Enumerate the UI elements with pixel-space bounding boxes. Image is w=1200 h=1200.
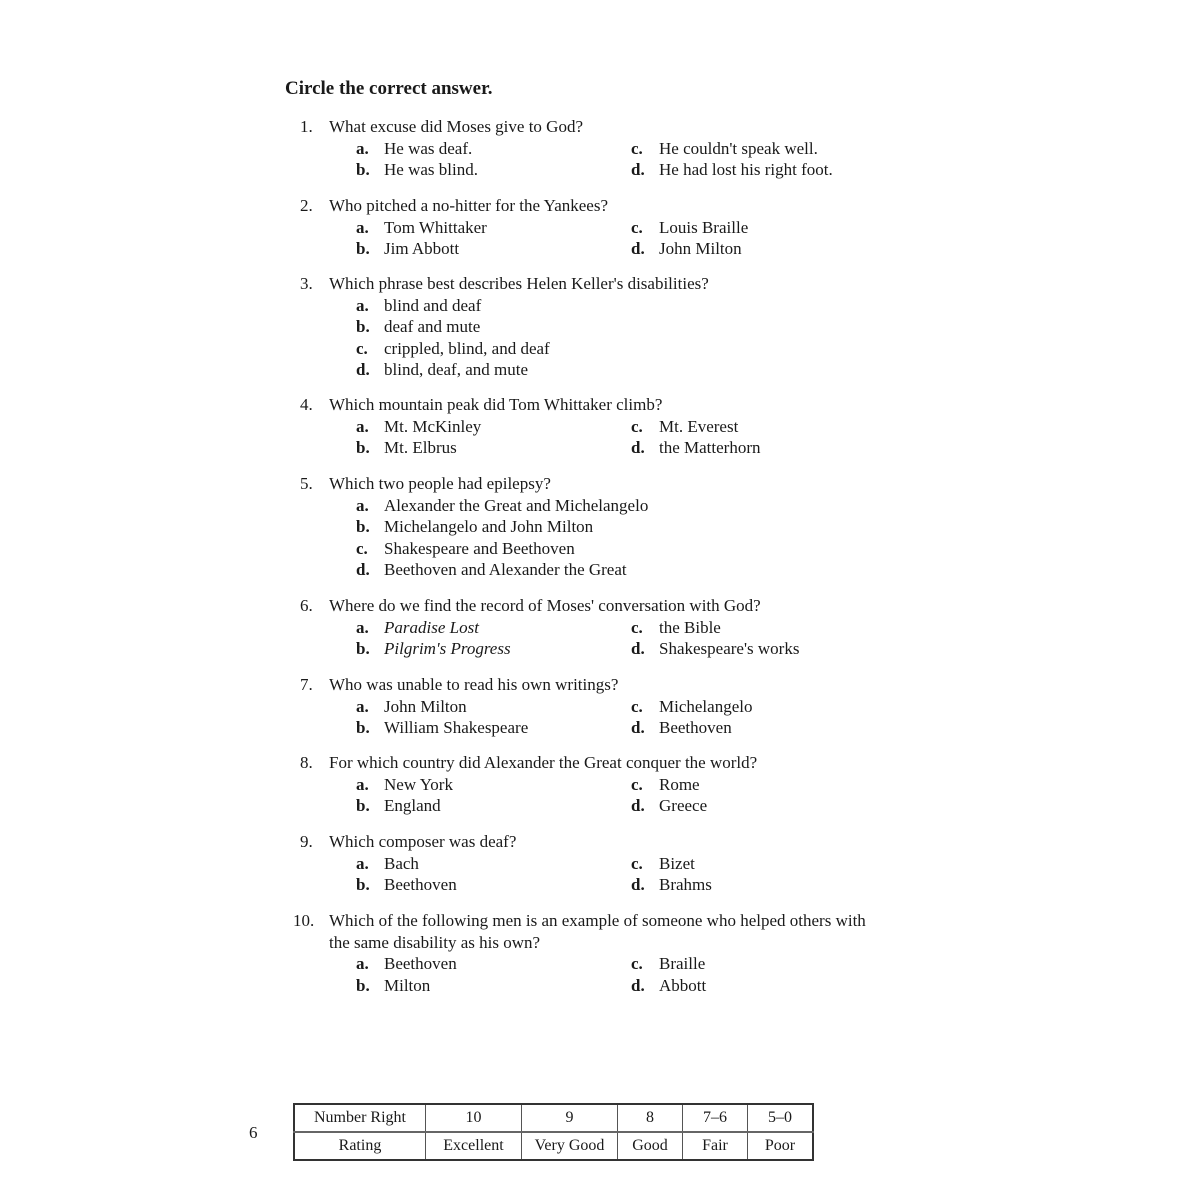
choice-letter: c. <box>631 853 643 873</box>
choice-text: He was blind. <box>384 160 478 179</box>
choice-text: Greece <box>659 796 708 815</box>
choice-b[interactable] <box>356 159 631 181</box>
choice-text: Beethoven <box>384 954 457 973</box>
question-text: Which phrase best describes Helen Keller's disabilities? <box>329 274 709 293</box>
question-1 <box>300 116 900 181</box>
table-cell: Fair <box>683 1132 748 1160</box>
choice-b[interactable] <box>356 437 631 459</box>
choice-text: He had lost his right foot. <box>659 160 833 179</box>
choice-text: Shakespeare and Beethoven <box>384 538 575 558</box>
table-cell: Poor <box>748 1132 814 1160</box>
choice-letter: a. <box>356 853 369 873</box>
choice-b[interactable] <box>356 638 631 660</box>
question-number: 7. <box>300 675 313 694</box>
choice-a[interactable] <box>356 617 631 639</box>
choice-letter: c. <box>631 774 643 794</box>
choice-text: Tom Whittaker <box>384 217 487 237</box>
choice-a[interactable] <box>356 853 631 875</box>
question-5 <box>300 473 900 581</box>
choice-letter: c. <box>631 138 643 158</box>
question-text: Which mountain peak did Tom Whittaker climb? <box>329 395 663 414</box>
choice-letter: a. <box>356 295 369 315</box>
choice-letter: a. <box>356 495 369 515</box>
question-3 <box>300 273 900 381</box>
question-9 <box>300 831 900 896</box>
question-number: 10. <box>293 911 315 930</box>
choice-text: deaf and mute <box>384 317 481 336</box>
choice-text: Jim Abbott <box>384 239 460 258</box>
table-cell: Excellent <box>426 1132 522 1160</box>
choice-letter: d. <box>631 639 645 658</box>
choice-letter: a. <box>356 217 369 237</box>
choice-text: Shakespeare's works <box>659 639 800 658</box>
choice-text: Beethoven and Alexander the Great <box>384 560 627 579</box>
choice-d[interactable] <box>631 437 931 459</box>
instruction-heading: Circle the correct answer. <box>285 78 493 99</box>
choice-letter: a. <box>356 138 369 158</box>
choice-text: Mt. McKinley <box>384 416 482 436</box>
choice-c[interactable] <box>631 416 931 438</box>
question-8 <box>300 752 900 817</box>
choice-text: Mt. Everest <box>659 416 739 436</box>
choice-c[interactable] <box>631 774 931 796</box>
choice-letter: c. <box>356 538 368 558</box>
choice-letter: c. <box>631 617 643 637</box>
choice-text: He couldn't speak well. <box>659 138 818 158</box>
choice-c[interactable] <box>356 538 900 560</box>
choice-a[interactable] <box>356 953 631 975</box>
choice-letter: c. <box>631 217 643 237</box>
table-cell: Good <box>618 1132 683 1160</box>
choice-letter: b. <box>356 160 370 179</box>
choice-b[interactable] <box>356 975 631 997</box>
question-text: What excuse did Moses give to God? <box>329 117 583 136</box>
choice-letter: a. <box>356 954 369 973</box>
choice-letter: a. <box>356 774 369 794</box>
choice-letter: d. <box>631 239 645 258</box>
choice-letter: a. <box>356 617 369 637</box>
table-cell: Very Good <box>522 1132 618 1160</box>
choice-text: Brahms <box>659 875 712 894</box>
choice-text: Paradise Lost <box>384 617 479 637</box>
choice-text: Milton <box>384 975 431 995</box>
question-number: 3. <box>300 274 313 293</box>
table-cell: 7–6 <box>683 1104 748 1132</box>
choice-b[interactable] <box>356 717 631 739</box>
choice-a[interactable] <box>356 295 900 317</box>
choice-d[interactable] <box>631 874 931 896</box>
question-number: 9. <box>300 832 313 851</box>
choice-letter: d. <box>631 438 645 457</box>
choice-b[interactable] <box>356 874 631 896</box>
choice-c[interactable] <box>356 338 900 360</box>
question-text: For which country did Alexander the Great conquer the world? <box>329 753 758 772</box>
choice-b[interactable] <box>356 516 900 538</box>
choice-text: Braille <box>659 954 706 973</box>
choice-d[interactable] <box>631 795 931 817</box>
choice-letter: c. <box>631 416 643 436</box>
page-number: 6 <box>249 1123 258 1142</box>
choice-a[interactable] <box>356 774 631 796</box>
choice-letter: a. <box>356 416 369 436</box>
choice-text: the Matterhorn <box>659 438 761 457</box>
choice-text: Pilgrim's Progress <box>384 639 511 658</box>
question-number: 5. <box>300 474 313 493</box>
choice-text: blind, deaf, and mute <box>384 360 528 379</box>
choice-letter: b. <box>356 517 370 536</box>
choice-letter: b. <box>356 317 370 336</box>
choice-text: Louis Braille <box>659 217 749 237</box>
choice-d[interactable] <box>631 638 931 660</box>
choice-text: crippled, blind, and deaf <box>384 338 550 358</box>
choice-c[interactable] <box>631 217 931 239</box>
table-row <box>294 1104 813 1132</box>
question-text: Who pitched a no-hitter for the Yankees? <box>329 196 608 215</box>
choice-text: England <box>384 796 441 815</box>
question-number: 2. <box>300 196 313 215</box>
choice-b[interactable] <box>356 795 631 817</box>
choice-text: Bach <box>384 853 419 873</box>
choice-letter: b. <box>356 639 370 658</box>
choice-letter: b. <box>356 239 370 258</box>
choice-text: Rome <box>659 774 700 794</box>
choice-a[interactable] <box>356 416 631 438</box>
question-text: Which of the following men is an example of someone who helped others with the same disability as his own? <box>329 911 866 952</box>
choice-text: John Milton <box>384 696 467 716</box>
choice-a[interactable] <box>356 495 900 517</box>
question-text: Where do we find the record of Moses' conversation with God? <box>329 596 761 615</box>
choice-letter: c. <box>631 954 643 973</box>
choice-letter: a. <box>356 696 369 716</box>
choice-d[interactable] <box>631 717 931 739</box>
choice-letter: b. <box>356 875 370 894</box>
choice-text: Abbott <box>659 975 707 995</box>
question-text: Which composer was deaf? <box>329 832 517 851</box>
question-10 <box>293 910 873 996</box>
choice-text: Beethoven <box>659 718 732 737</box>
choice-text: blind and deaf <box>384 295 482 315</box>
question-number: 8. <box>300 753 313 772</box>
table-row <box>294 1132 813 1160</box>
choice-a[interactable] <box>356 696 631 718</box>
choice-letter: b. <box>356 796 370 815</box>
choice-d[interactable] <box>631 975 931 997</box>
choice-letter: d. <box>631 975 645 995</box>
choice-text: Beethoven <box>384 875 457 894</box>
choice-c[interactable] <box>631 853 931 875</box>
choice-letter: d. <box>356 560 370 579</box>
choice-text: the Bible <box>659 617 721 637</box>
choice-text: Michelangelo and John Milton <box>384 517 594 536</box>
choice-text: Bizet <box>659 853 695 873</box>
choice-letter: c. <box>356 338 368 358</box>
table-cell: 9 <box>522 1104 618 1132</box>
question-number: 1. <box>300 117 313 136</box>
choice-a[interactable] <box>356 217 631 239</box>
choice-d[interactable] <box>356 559 900 581</box>
choice-letter: d. <box>631 796 645 815</box>
choice-letter: d. <box>631 875 645 894</box>
question-text: Which two people had epilepsy? <box>329 474 551 493</box>
choice-c[interactable] <box>631 696 931 718</box>
question-7 <box>300 674 900 739</box>
table-cell: 8 <box>618 1104 683 1132</box>
choice-a[interactable] <box>356 138 631 160</box>
table-cell: Number Right <box>294 1104 426 1132</box>
choice-d[interactable] <box>356 359 900 381</box>
choice-b[interactable] <box>356 316 900 338</box>
choice-c[interactable] <box>631 953 931 975</box>
choice-letter: d. <box>631 718 645 737</box>
choice-text: Alexander the Great and Michelangelo <box>384 495 649 515</box>
choice-letter: d. <box>356 360 370 379</box>
question-6 <box>300 595 900 660</box>
table-cell: 10 <box>426 1104 522 1132</box>
choice-letter: d. <box>631 160 645 179</box>
choice-letter: b. <box>356 438 370 457</box>
choice-text: New York <box>384 774 453 794</box>
choice-text: He was deaf. <box>384 138 473 158</box>
choice-c[interactable] <box>631 138 931 160</box>
rating-table <box>293 1103 814 1161</box>
choice-d[interactable] <box>631 238 931 260</box>
choice-text: John Milton <box>659 239 742 258</box>
choice-letter: b. <box>356 975 370 995</box>
choice-text: Michelangelo <box>659 696 753 716</box>
question-number: 4. <box>300 395 313 414</box>
question-number: 6. <box>300 596 313 615</box>
question-4 <box>300 394 900 459</box>
choice-d[interactable] <box>631 159 931 181</box>
question-2 <box>300 195 900 260</box>
choice-b[interactable] <box>356 238 631 260</box>
choice-letter: b. <box>356 718 370 737</box>
choice-c[interactable] <box>631 617 931 639</box>
table-cell: 5–0 <box>748 1104 814 1132</box>
question-text: Who was unable to read his own writings? <box>329 675 619 694</box>
choice-text: Mt. Elbrus <box>384 438 457 457</box>
choice-text: William Shakespeare <box>384 718 529 737</box>
choice-letter: c. <box>631 696 643 716</box>
table-cell: Rating <box>294 1132 426 1160</box>
